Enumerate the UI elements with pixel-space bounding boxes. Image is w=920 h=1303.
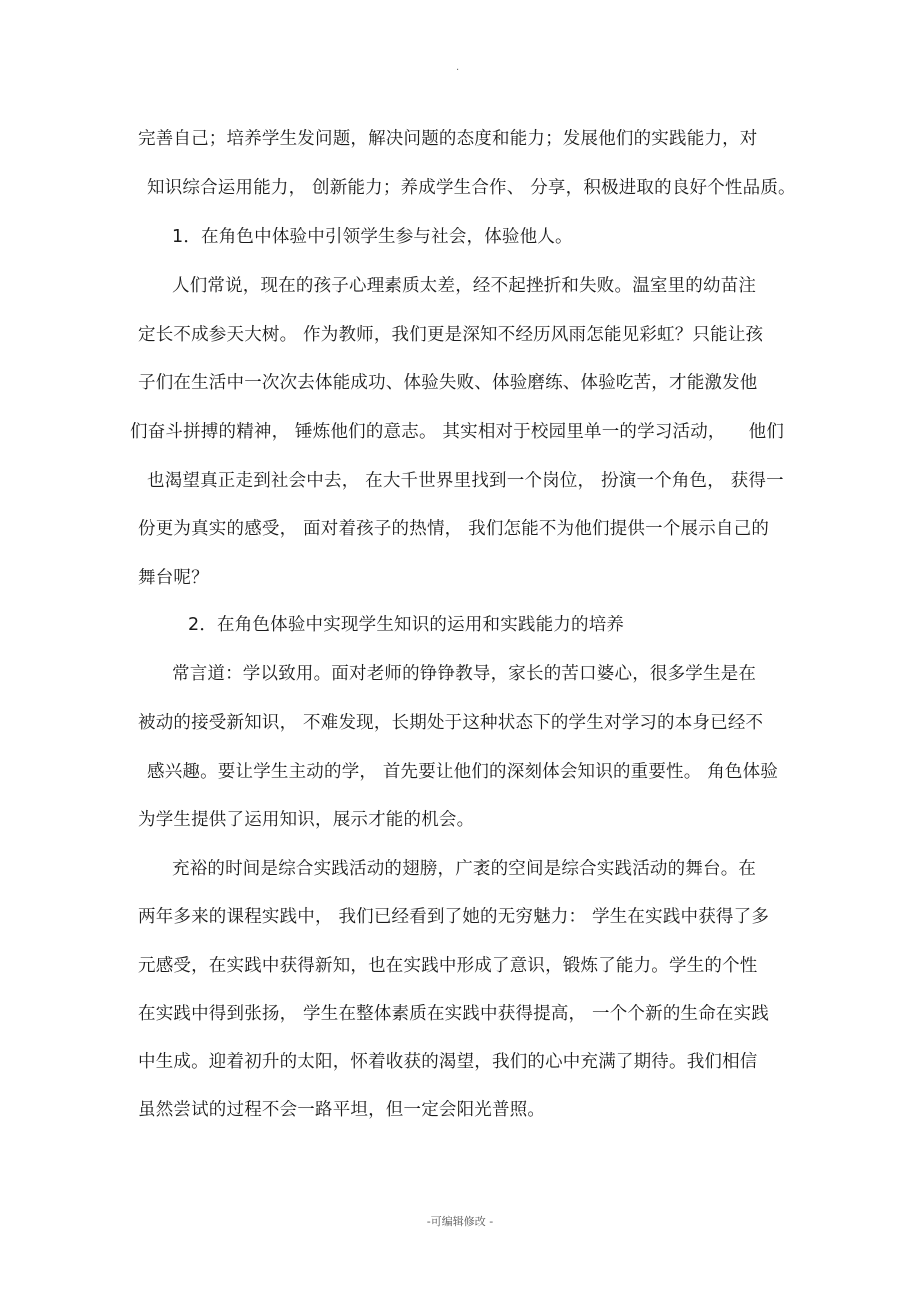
text-line: 子们在生活中一次次去体能成功、体验失败、体验磨练、体验吃苦，才能激发他 [138,373,758,393]
text-line: 也渴望真正走到社会中去， 在大千世界里找到一个岗位， 扮演一个角色， 获得一 [147,471,784,491]
text-line: 份更为真实的感受， 面对着孩子的热情， 我们怎能不为他们提供一个展示自己的 [138,519,770,539]
text-line: 充裕的时间是综合实践活动的翅膀，广袤的空间是综合实践活动的舞台。在 [172,859,757,879]
text-line: 们奋斗拼搏的精神， 锤炼他们的意志。 其实相对于校园里单一的学习活动， 他们 [130,422,785,442]
text-line: 被动的接受新知识， 不难发现，长期处于这种状态下的学生对学习的本身已经不 [138,713,764,733]
text-line: 两年多来的课程实践中， 我们已经看到了她的无穷魅力： 学生在实践中获得了多 [138,907,770,927]
text-line: 中生成。迎着初升的太阳，怀着收获的渴望，我们的心中充满了期待。我们相信 [138,1052,758,1072]
text-line: 常言道：学以致用。面对老师的铮铮教导，家长的苦口婆心，很多学生是在 [172,664,757,684]
page-footer: -可编辑修改 - [426,1215,494,1228]
text-line: 元感受，在实践中获得新知，也在实践中形成了意识，锻炼了能力。学生的个性 [138,956,758,976]
text-line: 为学生提供了运用知识，展示才能的机会。 [138,810,475,830]
text-line: 人们常说，现在的孩子心理素质太差，经不起挫折和失败。温室里的幼苗注 [172,276,757,296]
text-line: 在实践中得到张扬， 学生在整体素质在实践中获得提高， 一个个新的生命在实践 [138,1004,770,1024]
text-line: 完善自己；培养学生发问题，解决问题的态度和能力；发展他们的实践能力，对 [138,129,758,149]
text-line: 虽然尝试的过程不会一路平坦，但一定会阳光普照。 [138,1100,546,1120]
section-heading: 2．在角色体验中实现学生知识的运用和实践能力的培养 [188,615,625,635]
section-heading: 1．在角色中体验中引领学生参与社会，体验他人。 [172,227,573,247]
text-line: 知识综合运用能力， 创新能力；养成学生合作、 分享，积极进取的良好个性品质。 [147,178,796,198]
header-mark: . [456,62,460,73]
text-line: 舞台呢？ [138,568,209,588]
text-line: 感兴趣。要让学生主动的学， 首先要让他们的深刻体会知识的重要性。 角色体验 [147,762,779,782]
text-line: 定长不成参天大树。 作为教师，我们更是深知不经历风雨怎能见彩虹？只能让孩 [138,325,764,345]
